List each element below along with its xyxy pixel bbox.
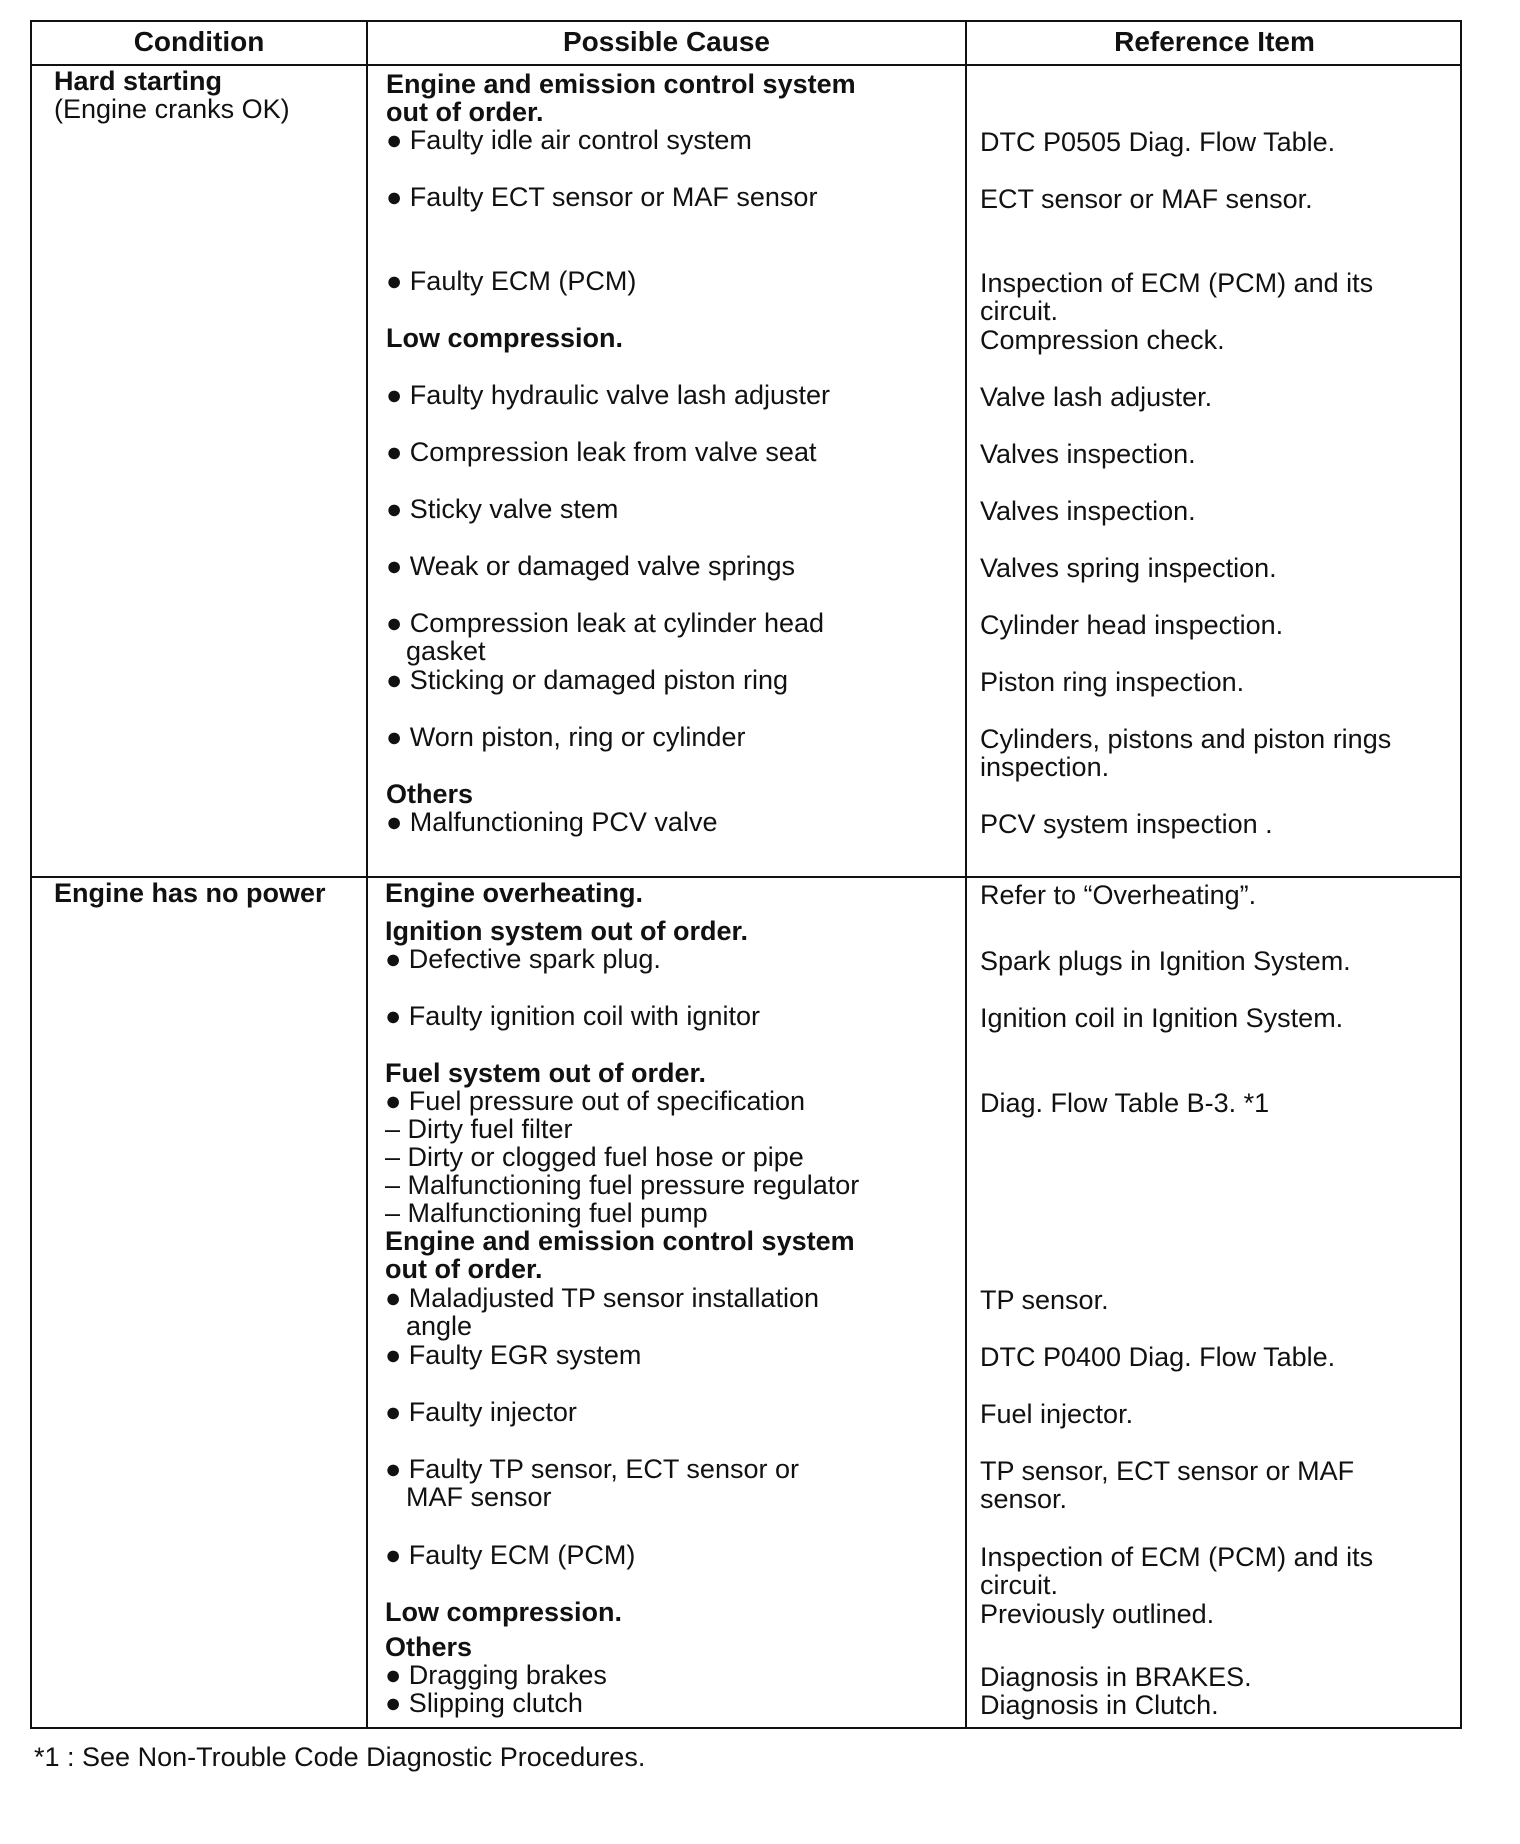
reference-item: Valves inspection.	[980, 439, 1196, 469]
column-divider-2	[965, 22, 967, 1727]
reference-item: Piston ring inspection.	[980, 667, 1245, 697]
reference-item: Cylinder head inspection.	[980, 610, 1284, 640]
cause-item: ● Maladjusted TP sensor installation	[385, 1283, 820, 1313]
cause-subitem: – Malfunctioning fuel pump	[385, 1198, 708, 1228]
cause-heading: Others	[385, 1632, 473, 1662]
reference-item: inspection.	[980, 752, 1110, 782]
cause-item: ● Faulty ECM (PCM)	[386, 266, 637, 296]
reference-item: Fuel injector.	[980, 1399, 1134, 1429]
cause-item-continued: gasket	[406, 636, 486, 666]
reference-item: circuit.	[980, 1570, 1059, 1600]
cause-item: ● Fuel pressure out of specification	[385, 1086, 806, 1116]
cause-heading: Others	[386, 779, 474, 809]
reference-item: TP sensor, ECT sensor or MAF	[980, 1456, 1355, 1486]
reference-item: Valves spring inspection.	[980, 553, 1277, 583]
cause-item: ● Faulty TP sensor, ECT sensor or	[385, 1454, 799, 1484]
cause-heading: Engine overheating.	[385, 878, 644, 908]
reference-item: Inspection of ECM (PCM) and its	[980, 1542, 1374, 1572]
reference-item: Refer to “Overheating”.	[980, 880, 1257, 910]
cause-item: ● Faulty idle air control system	[386, 125, 752, 155]
reference-item: Ignition coil in Ignition System.	[980, 1003, 1344, 1033]
cause-item: ● Faulty injector	[385, 1397, 577, 1427]
cause-item: ● Defective spark plug.	[385, 944, 661, 974]
reference-item: circuit.	[980, 296, 1059, 326]
header-possible-cause: Possible Cause	[563, 26, 770, 57]
cause-subitem: – Dirty fuel filter	[385, 1114, 573, 1144]
condition-hard-starting: Hard starting	[54, 66, 223, 96]
header-divider	[32, 64, 1460, 66]
cause-item: ● Sticking or damaged piston ring	[386, 665, 789, 695]
reference-item: Compression check.	[980, 325, 1225, 355]
reference-item: Inspection of ECM (PCM) and its	[980, 268, 1374, 298]
reference-item: DTC P0505 Diag. Flow Table.	[980, 127, 1336, 157]
condition-hard-starting-note: (Engine cranks OK)	[54, 94, 290, 124]
cause-item: ● Malfunctioning PCV valve	[386, 807, 718, 837]
cause-item: ● Faulty EGR system	[385, 1340, 642, 1370]
reference-item: Cylinders, pistons and piston rings	[980, 724, 1392, 754]
reference-item: Spark plugs in Ignition System.	[980, 946, 1351, 976]
header-reference-item: Reference Item	[1114, 26, 1315, 57]
cause-heading: out of order.	[385, 1254, 543, 1284]
cause-item: ● Faulty hydraulic valve lash adjuster	[386, 380, 831, 410]
cause-item: ● Weak or damaged valve springs	[386, 551, 796, 581]
cause-item-continued: MAF sensor	[406, 1482, 552, 1512]
cause-item: ● Faulty ECM (PCM)	[385, 1540, 636, 1570]
cause-heading: out of order.	[386, 97, 544, 127]
cause-heading: Engine and emission control system	[386, 69, 856, 99]
header-condition: Condition	[133, 26, 265, 57]
cause-subitem: – Malfunctioning fuel pressure regulator	[385, 1170, 860, 1200]
column-divider-1	[366, 22, 368, 1727]
cause-heading: Ignition system out of order.	[385, 916, 749, 946]
cause-item: ● Faulty ECT sensor or MAF sensor	[386, 182, 818, 212]
reference-item: Diagnosis in Clutch.	[980, 1690, 1219, 1720]
reference-item: TP sensor.	[980, 1285, 1109, 1315]
cause-heading: Low compression.	[386, 323, 624, 353]
reference-item: Diagnosis in BRAKES.	[980, 1662, 1252, 1692]
cause-item: ● Compression leak from valve seat	[386, 437, 817, 467]
reference-item: Previously outlined.	[980, 1599, 1215, 1629]
reference-item: PCV system inspection .	[980, 809, 1273, 839]
footnote: *1 : See Non-Trouble Code Diagnostic Procedures.	[34, 1742, 646, 1772]
condition-engine-no-power: Engine has no power	[54, 878, 326, 908]
cause-item: ● Sticky valve stem	[386, 494, 619, 524]
reference-item: sensor.	[980, 1484, 1068, 1514]
reference-item: ECT sensor or MAF sensor.	[980, 184, 1313, 214]
cause-heading: Fuel system out of order.	[385, 1058, 707, 1088]
cause-item: ● Faulty ignition coil with ignitor	[385, 1001, 760, 1031]
reference-item: DTC P0400 Diag. Flow Table.	[980, 1342, 1336, 1372]
cause-heading: Engine and emission control system	[385, 1226, 855, 1256]
cause-item: ● Worn piston, ring or cylinder	[386, 722, 746, 752]
reference-item: Valves inspection.	[980, 496, 1196, 526]
cause-item: ● Dragging brakes	[385, 1660, 607, 1690]
cause-item: ● Slipping clutch	[385, 1688, 583, 1718]
reference-item: Diag. Flow Table B-3. *1	[980, 1088, 1270, 1118]
cause-item-continued: angle	[406, 1311, 473, 1341]
cause-heading: Low compression.	[385, 1597, 623, 1627]
cause-item: ● Compression leak at cylinder head	[386, 608, 825, 638]
reference-item: Valve lash adjuster.	[980, 382, 1213, 412]
cause-subitem: – Dirty or clogged fuel hose or pipe	[385, 1142, 804, 1172]
